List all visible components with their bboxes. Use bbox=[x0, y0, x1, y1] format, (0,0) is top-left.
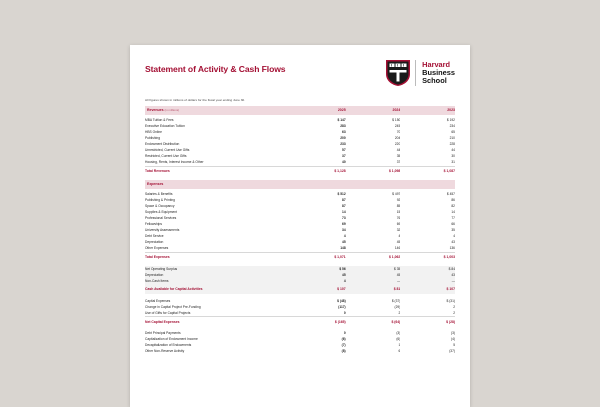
total-row-net-capital bbox=[145, 317, 455, 327]
row-label: Use of Gifts for Capital Projects bbox=[145, 310, 191, 315]
row-value-2025: 4 bbox=[291, 278, 346, 284]
row-value-2023: 234 bbox=[449, 124, 455, 129]
row-label: Publishing & Printing bbox=[145, 198, 175, 203]
row-value-2024: 45 bbox=[346, 272, 401, 278]
total-row-expenses bbox=[145, 252, 455, 262]
row-value-2025: 40 bbox=[342, 160, 346, 165]
total-row-revenues bbox=[145, 166, 455, 176]
row-value-2024: 204 bbox=[394, 136, 401, 141]
total-value-2025: $ 1,128 bbox=[291, 166, 346, 176]
row-value-2025: $ (48) bbox=[337, 298, 346, 303]
column-header-2023: 2023 bbox=[400, 106, 455, 115]
row-value-2023: 66 bbox=[451, 222, 455, 227]
row-label: Debt Principal Payments bbox=[145, 331, 181, 336]
row-value-2025: 34 bbox=[342, 228, 346, 233]
row-value-2025: 0 bbox=[343, 310, 346, 315]
total-label: Cash Available for Capital Activities bbox=[145, 284, 291, 294]
column-header-2025: 2025 bbox=[291, 106, 346, 115]
row-value-2023: — bbox=[400, 278, 455, 284]
total-label: Total Expenses bbox=[145, 252, 291, 262]
row-value-2025: 45 bbox=[291, 272, 346, 278]
row-value-2024: $ 150 bbox=[392, 118, 401, 123]
row-label: Change in Capital Project Pre-Funding bbox=[145, 304, 201, 309]
row-value-2024: 4 bbox=[398, 234, 401, 239]
logo-divider bbox=[415, 60, 416, 86]
row-value-2025: 233 bbox=[340, 142, 346, 147]
row-value-2025: (117) bbox=[338, 304, 346, 309]
total-label: Net Capital Expenses bbox=[145, 317, 291, 327]
row-value-2025: 14 bbox=[342, 210, 346, 215]
row-label: Endowment Distribution bbox=[145, 142, 180, 147]
row-value-2025: 148 bbox=[340, 246, 346, 251]
row-value-2024: 6 bbox=[398, 349, 401, 354]
row-value-2024: — bbox=[346, 278, 401, 284]
row-value-2025: 87 bbox=[342, 204, 346, 209]
row-label: Net Operating Surplus bbox=[145, 266, 291, 272]
row-value-2023: 43 bbox=[451, 240, 455, 245]
row-value-2023: 4 bbox=[453, 234, 455, 239]
row-value-2025: 57 bbox=[342, 148, 346, 153]
total-value-2025: $ 1,071 bbox=[291, 252, 346, 262]
page-title: Statement of Activity & Cash Flows bbox=[145, 64, 286, 74]
row-value-2024: 44 bbox=[396, 148, 401, 153]
row-value-2025: 37 bbox=[342, 154, 346, 159]
row-value-2023: $ 192 bbox=[446, 118, 455, 123]
row-value-2023: 30 bbox=[451, 154, 455, 159]
row-value-2023: 210 bbox=[449, 136, 455, 141]
expenses-col-2025 bbox=[291, 180, 346, 189]
section-title-revenues bbox=[145, 106, 291, 115]
row-label: Depreciation bbox=[145, 240, 164, 245]
row-value-2023: 5 bbox=[453, 343, 455, 348]
financial-statement-table bbox=[145, 106, 455, 355]
row-value-2024: 220 bbox=[394, 142, 401, 147]
document-header bbox=[145, 59, 455, 87]
table-row bbox=[145, 349, 455, 355]
total-value-2023: $ 1,003 bbox=[400, 252, 455, 262]
row-value-2025: 73 bbox=[342, 216, 346, 221]
row-label: Space & Occupancy bbox=[145, 204, 175, 209]
row-label: Restricted, Current Use Gifts bbox=[145, 154, 187, 159]
row-value-2024: 15 bbox=[396, 210, 401, 215]
total-value-2023: $ 107 bbox=[400, 284, 455, 294]
row-label: Capital Expenses bbox=[145, 298, 171, 303]
row-label: Supplies & Equipment bbox=[145, 210, 177, 215]
row-value-2024: $ (37) bbox=[391, 298, 401, 303]
row-value-2024: 69 bbox=[396, 222, 401, 227]
expenses-col-2023 bbox=[400, 180, 455, 189]
logo-wordmark bbox=[422, 61, 455, 85]
row-label: Capitalization of Endowment Income bbox=[145, 337, 198, 342]
document-body bbox=[130, 45, 470, 355]
total-value-2025: $ (165) bbox=[291, 317, 346, 327]
row-value-2025: $ 56 bbox=[291, 266, 346, 272]
row-value-2025: 45 bbox=[342, 240, 346, 245]
row-value-2025: 0 bbox=[343, 331, 346, 336]
row-value-2024: $ 35 bbox=[346, 266, 401, 272]
figures-footnote: All figures shown in millions of dollars for the fiscal year ending June 30. bbox=[145, 98, 246, 102]
row-value-2023: (4) bbox=[451, 337, 455, 342]
total-value-2024: $ (64) bbox=[346, 317, 401, 327]
row-value-2023: 14 bbox=[451, 210, 455, 215]
row-label: Executive Education Tuition bbox=[145, 124, 185, 129]
total-value-2024: $ 1,062 bbox=[346, 252, 401, 262]
row-value-2025: (6) bbox=[341, 337, 346, 342]
row-label: Depreciation bbox=[145, 272, 291, 278]
total-value-2024: $ 1,098 bbox=[346, 166, 401, 176]
document-page bbox=[130, 45, 470, 407]
row-value-2023: 82 bbox=[451, 204, 455, 209]
row-value-2023: 228 bbox=[449, 142, 455, 147]
row-value-2023: 44 bbox=[451, 148, 455, 153]
row-label: Non-Cash Items bbox=[145, 278, 291, 284]
row-label: Housing, Rents, Interest Income & Other bbox=[145, 160, 204, 165]
hbs-logo bbox=[385, 59, 455, 87]
row-value-2025: $ 512 bbox=[337, 192, 346, 197]
row-value-2024: 92 bbox=[396, 198, 401, 203]
row-label: Publishing bbox=[145, 136, 160, 141]
section-title-expenses: Expenses bbox=[145, 180, 291, 189]
row-value-2023: $ 457 bbox=[446, 192, 455, 197]
row-value-2024: 76 bbox=[396, 216, 401, 221]
row-value-2024: 37 bbox=[396, 160, 401, 165]
row-value-2023: 86 bbox=[451, 198, 455, 203]
logo-line-school: School bbox=[422, 75, 447, 85]
harvard-shield-icon bbox=[385, 59, 411, 87]
row-value-2025: (8) bbox=[341, 349, 346, 354]
row-label: MBA Tuition & Fees bbox=[145, 118, 174, 123]
row-value-2024: 32 bbox=[396, 228, 401, 233]
row-value-2025: 69 bbox=[342, 222, 346, 227]
row-value-2024: 45 bbox=[396, 240, 401, 245]
row-value-2025: 4 bbox=[343, 234, 346, 239]
row-value-2024: (6) bbox=[396, 337, 401, 342]
row-value-2023: 35 bbox=[451, 228, 455, 233]
row-value-2024: 1 bbox=[398, 343, 401, 348]
row-value-2024: $ 497 bbox=[392, 192, 401, 197]
row-value-2023: (37) bbox=[449, 349, 455, 354]
row-label: Other Non-Reserve Activity bbox=[145, 349, 185, 354]
row-label: Fellowships bbox=[145, 222, 162, 227]
row-label: Salaries & Benefits bbox=[145, 192, 173, 197]
logo-line-business: Business bbox=[422, 68, 455, 77]
row-value-2024: 35 bbox=[396, 154, 401, 159]
row-value-2024: 2 bbox=[398, 310, 401, 315]
row-label: Decapitalization of Endowments bbox=[145, 343, 192, 348]
row-value-2023: 43 bbox=[400, 272, 455, 278]
row-value-2024: (3) bbox=[396, 331, 401, 336]
row-value-2023: 77 bbox=[451, 216, 455, 221]
total-value-2024: $ 81 bbox=[346, 284, 401, 294]
total-value-2023: $ 1,087 bbox=[400, 166, 455, 176]
logo-line-harvard: Harvard bbox=[422, 60, 451, 70]
total-value-2025: $ 107 bbox=[291, 284, 346, 294]
row-value-2023: $ (31) bbox=[446, 298, 455, 303]
section-header-expenses bbox=[145, 180, 455, 189]
row-value-2025: 87 bbox=[342, 198, 346, 203]
row-value-2025: 283 bbox=[340, 124, 346, 129]
row-value-2023: 136 bbox=[449, 246, 455, 251]
row-value-2024: 70 bbox=[396, 130, 401, 135]
row-value-2025: (7) bbox=[341, 343, 346, 348]
expenses-col-2024 bbox=[346, 180, 401, 189]
row-label: Professional Services bbox=[145, 216, 177, 221]
row-value-2023: 2 bbox=[453, 304, 455, 309]
row-label: Debt Service bbox=[145, 234, 164, 239]
total-label: Total Revenues bbox=[145, 166, 291, 176]
row-value-2024: (29) bbox=[394, 304, 401, 309]
table-body bbox=[145, 106, 455, 355]
row-value-2025: 63 bbox=[342, 130, 346, 135]
revenues-heading: Revenues bbox=[147, 108, 164, 113]
column-header-2024: 2024 bbox=[346, 106, 401, 115]
row-label: University Assessments bbox=[145, 228, 180, 233]
row-value-2024: 245 bbox=[394, 124, 401, 129]
row-label: HBS Online bbox=[145, 130, 162, 135]
row-value-2024: 85 bbox=[396, 204, 401, 209]
row-value-2025: 200 bbox=[340, 136, 346, 141]
row-value-2024: 146 bbox=[394, 246, 401, 251]
row-value-2025: $ 147 bbox=[337, 118, 346, 123]
row-value-2023: 31 bbox=[451, 160, 455, 165]
row-value-2023: 65 bbox=[451, 130, 455, 135]
row-label: Unrestricted, Current Use Gifts bbox=[145, 148, 190, 153]
total-row-cash-available bbox=[145, 284, 455, 294]
section-header-revenues bbox=[145, 106, 455, 115]
row-value-2023: (3) bbox=[451, 331, 455, 336]
row-value-2023: 2 bbox=[453, 310, 455, 315]
row-value-2023: $ 84 bbox=[400, 266, 455, 272]
revenues-heading-note: (in millions) bbox=[164, 108, 180, 113]
total-value-2023: $ (28) bbox=[400, 317, 455, 327]
row-label: Other Expenses bbox=[145, 246, 169, 251]
